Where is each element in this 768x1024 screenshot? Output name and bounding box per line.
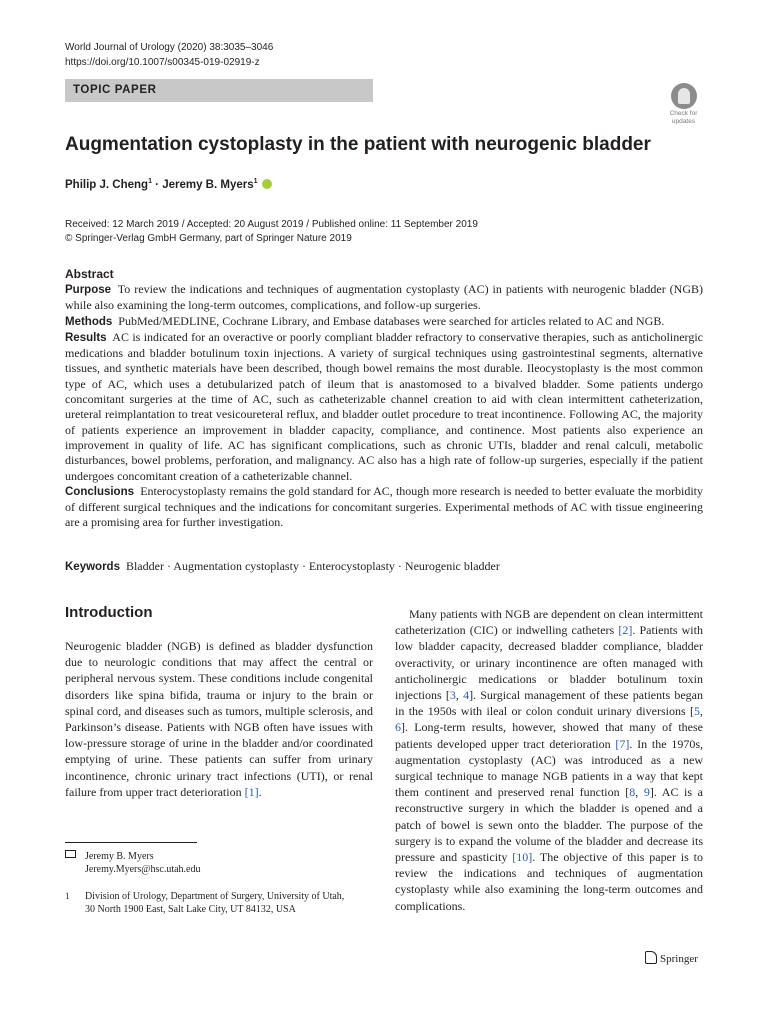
intro-p2-text: ]. AC is a reconstructive surgery in which the bladder is opened and a patch of bowel is sewn onto the bladder. The purpose of the surgery is to expand the volume of the bladder and decrease its pressure and spasticity [395, 785, 703, 865]
footnote-rule [65, 842, 197, 843]
abstract [65, 266, 703, 531]
publisher-name: Springer [660, 953, 698, 965]
citation-link[interactable]: [1] [244, 784, 259, 799]
topic-bar [65, 79, 373, 102]
citation-link[interactable]: 4 [463, 688, 470, 703]
intro-p2-text: ]. Long-term results, however, showed that many of these patients developed upper tract deterioration [395, 720, 703, 751]
right-column [395, 606, 703, 914]
left-column [65, 604, 373, 800]
keywords-text: Bladder · Augmentation cystoplasty · Enterocystoplasty · Neurogenic bladder [125, 559, 500, 573]
dates-line: Received: 12 March 2019 / Accepted: 20 August 2019 / Published online: 11 September 2019 [65, 219, 478, 230]
author-myers: Jeremy B. Myers [162, 178, 254, 191]
citation-link[interactable]: 5 [694, 704, 700, 719]
keywords-label: Keywords [65, 561, 120, 573]
orcid-icon[interactable] [262, 179, 272, 189]
check-for-updates-icon [671, 83, 697, 109]
intro-p2-text: , [700, 704, 703, 719]
abstract-results [65, 330, 703, 484]
abstract-methods [65, 314, 703, 330]
citation-link[interactable]: [10] [512, 850, 533, 865]
springer-horse-icon [645, 951, 657, 964]
author-separator: · [151, 178, 163, 191]
intro-paragraph-2 [395, 606, 703, 914]
methods-text: PubMed/MEDLINE, Cochrane Library, and Embase databases were searched for articles related to AC and NGB. [118, 313, 665, 328]
copyright-line: © Springer-Verlag GmbH Germany, part of Springer Nature 2019 [65, 233, 352, 244]
intro-paragraph-1 [65, 638, 373, 800]
intro-p2-text: Many patients with NGB are dependent on clean intermittent catheterization (CIC) or indwelling catheters [395, 607, 703, 638]
check-for-updates-button[interactable] [665, 83, 702, 124]
affiliation-text: Division of Urology, Department of Surgery, University of Utah, 30 North 1900 East, Salt Lake City, UT 84132, USA [85, 891, 345, 915]
topic-label: TOPIC PAPER [73, 84, 157, 96]
check-for-updates-label-1: Check for [669, 110, 698, 117]
keywords [65, 558, 705, 575]
intro-p2-text: , [635, 785, 644, 800]
abstract-purpose [65, 282, 703, 314]
abstract-conclusions [65, 484, 703, 531]
purpose-text: To review the indications and techniques of augmentation cystoplasty (AC) in patients with neurogenic bladder (NGB) while also examining the long-term outcomes, complications, and follow-up surgeries. [65, 282, 703, 313]
check-for-updates-label-2: updates [671, 118, 696, 125]
results-label: Results [65, 331, 107, 344]
conclusions-text: Enterocystoplasty remains the gold standard for AC, though more research is needed to better evaluate the morbidity of different surgical techniques and the indications for concomitant surgeries. Experimental methods of AC with tissue engineering are a promising area for further investigation. [65, 483, 704, 530]
author-cheng: Philip J. Cheng [65, 178, 149, 191]
citation-link[interactable]: [2] [618, 623, 633, 638]
citation-link[interactable]: 6 [395, 720, 401, 735]
author-list [65, 178, 272, 191]
corresponding-author-email[interactable]: Jeremy.Myers@hsc.utah.edu [85, 864, 201, 875]
affiliation-footnote [65, 890, 365, 916]
intro-p1-text: Neurogenic bladder (NGB) is defined as bladder dysfunction due to neurologic conditions that may affect the central or peripheral nervous system. These conditions include congenital disorders like spina bifida, trauma or injury to the brain or spinal cord, and diseases such as tumors, multiple sclerosis, and Parkinson’s disease. Patients with NGB often have issues with low-pressure storage of urine in the bladder and/or coordinated emptying of urine. These patients can suffer from urinary incontinence, chronic urinary tract infections (UTI), or renal failure from upper tract deterioration [65, 639, 373, 799]
citation-link[interactable]: 8 [629, 785, 636, 800]
publication-dates [65, 218, 478, 246]
corresponding-author-name: Jeremy B. Myers [85, 851, 154, 862]
affiliation-mark: 1 [65, 891, 70, 901]
citation-link[interactable]: 9 [643, 785, 650, 800]
publisher-logo [645, 951, 698, 965]
journal-citation: World Journal of Urology (2020) 38:3035–3046 [65, 42, 274, 53]
results-text: AC is indicated for an overactive or poorly compliant bladder refractory to conservative therapies, such as anticholinergic medications and bladder botulinum toxin injections. A variety of surgical techniques using gastrointestinal segments, alternative tissues, and synthetic materials have been described, though bowel remains the most durable. Ileocystoplasty is the most common type of AC, which uses a detubularized patch of ileum that is anastomosed to a bivalved bladder. Some patients undergo concomitant surgeries at the time of AC, such as catheterizable channel creation to aid with clean intermittent catheterization, ureteral reimplantation to treat vesicoureteral reflux, and bladder outlet procedure to treat incontinence. Following AC, the majority of patients experience an improvement in bladder capacity, compliance, and continence. Most patients also experience an improvement in quality of life. AC has significant complications, such as chronic UTIs, bladder and renal calculi, metabolic disturbances, bowel problems, perforation, and malignancy. AC also has a high rate of follow-up surgeries, especially if the patient undergoes concomitant creation of a catheterizable channel. [65, 329, 703, 483]
corresponding-author-footnote [65, 850, 365, 876]
citation-link[interactable]: [7] [615, 736, 630, 751]
author-cheng-affiliation: 1 [148, 178, 152, 185]
intro-p2-text: . Patients with low bladder capacity, decreased bladder compliance, bladder overactivity, or urinary incontinence are often managed with anticholinergic medications or bladder botulinum toxin injections [ [395, 623, 703, 703]
conclusions-label: Conclusions [65, 485, 135, 498]
doi-link[interactable]: https://doi.org/10.1007/s00345-019-02919-z [65, 57, 260, 68]
intro-p2-text: ]. Surgical management of these patients began in the 1950s with ileal or colon conduit urinary diversions [ [395, 688, 703, 719]
author-myers-affiliation: 1 [253, 178, 258, 185]
purpose-label: Purpose [65, 284, 112, 296]
envelope-icon [65, 850, 76, 858]
intro-p2-text: . The objective of this paper is to review the indications and techniques of augmentation cystoplasty while also examining the long-term outcomes and complications. [395, 850, 704, 913]
abstract-heading: Abstract [65, 267, 114, 281]
intro-p2-text: , [455, 688, 464, 703]
citation-link[interactable]: 3 [449, 688, 456, 703]
intro-p2-text: . In the 1970s, augmentation cystoplasty (AC) was introduced as a new surgical technique to manage NGB patients in a way that kept them continent and preserved renal function [ [395, 736, 703, 800]
intro-p1-end: . [258, 784, 262, 799]
paper-title: Augmentation cystoplasty in the patient with neurogenic bladder [65, 134, 651, 155]
introduction-heading: Introduction [65, 604, 153, 621]
journal-header [65, 40, 273, 70]
methods-label: Methods [65, 315, 113, 328]
